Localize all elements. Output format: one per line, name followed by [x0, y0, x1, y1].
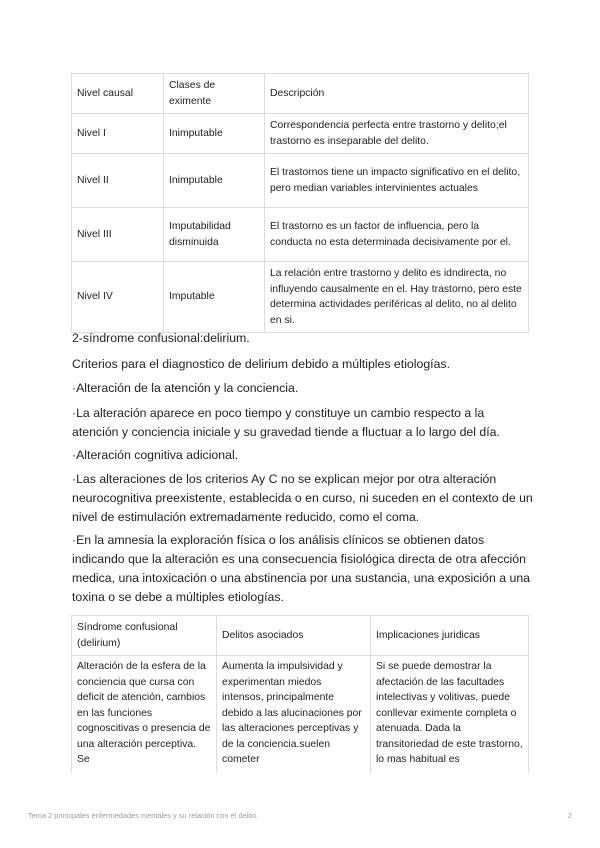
table-row: [72, 114, 529, 154]
table-cell: Si se puede demostrar la afectación de las facultades intelectivas y volitivas, puede conllevar eximente completa o atenuada. Dada la transitoriedad de este trastorno, lo mas habitual es: [371, 656, 529, 794]
section-heading: 2-síndrome confusional:delirium.: [72, 331, 250, 345]
footer-title: Tema 2 principales enfermedades mentales y su relación con el delito.: [28, 811, 259, 820]
table-cell: Inimputable: [164, 114, 265, 154]
paragraph: ·Las alteraciones de los criterios Ay C no se explican mejor por otra alteración neurocognitiva preexistente, establecida o en curso, ni suceden en el contexto de un nivel de estimulación extremadamente reducido, como el coma.: [72, 472, 533, 524]
table-row: [72, 262, 529, 333]
causal-levels-table: [71, 73, 529, 333]
page-footer: [28, 811, 572, 820]
table-header-row: [72, 74, 529, 114]
table-cell: Correspondencia perfecta entre trastorno y delito;el trastorno es inseparable del delito.: [265, 114, 529, 154]
table-cell: El trastorno es un factor de influencia, pero la conducta no esta determinada decisivamente por el.: [265, 208, 529, 262]
page-number: 2: [567, 811, 572, 820]
table-cell: Aumenta la impulsividad y experimentan miedos intensos, principalmente debido a las alucinaciones por las alteraciones perceptivas y de la conciencia.suelen cometer: [217, 656, 371, 794]
table-cell: Alteración de la esfera de la conciencia que cursa con deficit de atención, cambios en las funciones cognoscitivas o presencia de una alteración perceptiva. Se: [72, 656, 217, 794]
table-cell: Inimputable: [164, 154, 265, 208]
table-cell: Nivel III: [72, 208, 164, 262]
table-row: [72, 208, 529, 262]
paragraph: Criterios para el diagnostico de delirium debido a múltiples etiologías.: [72, 357, 450, 371]
table-cell: Imputable: [164, 262, 265, 333]
delirium-table: [71, 615, 529, 794]
table-cell: Nivel IV: [72, 262, 164, 333]
table-cell: El trastornos tiene un impacto significativo en el delito, pero median variables intervinientes actuales: [265, 154, 529, 208]
table-header-row: [72, 616, 529, 656]
header-cell: Implicaciones juridicas: [371, 616, 529, 656]
paragraph: ·Alteración cognitiva adicional.: [72, 448, 239, 462]
header-cell: Clases de eximente: [164, 74, 265, 114]
header-cell: Nivel causal: [72, 74, 164, 114]
table-cell: Nivel II: [72, 154, 164, 208]
paragraph: ·La alteración aparece en poco tiempo y constituye un cambio respecto a la atención y conciencia iniciale y su gravedad tiende a fluctuar a lo largo del día.: [72, 406, 500, 439]
header-cell: Descripción: [265, 74, 529, 114]
paragraph: ·En la amnesia la exploración física o los análisis clínicos se obtienen datos indicando que la alteración es una consecuencia fisiológica directa de otra afección medica, una intoxicación o una abstinencia por una sustancia, una exposición a una toxina o se debe a múltiples etiologías.: [72, 533, 531, 604]
table-cell: Imputabilidad disminuida: [164, 208, 265, 262]
paragraph: ·Alteración de la atención y la conciencia.: [72, 381, 299, 395]
header-cell: Síndrome confusional (delirium): [72, 616, 217, 656]
page-break-mask: [71, 773, 529, 833]
table-cell: La relación entre trastorno y delito es idndirecta, no influyendo causalmente en el. Hay trastorno, pero este determina actividades periféricas al delito, no al delito en si.: [265, 262, 529, 333]
table-cell: Nivel I: [72, 114, 164, 154]
header-cell: Delitos asociados: [217, 616, 371, 656]
table-row: [72, 154, 529, 208]
